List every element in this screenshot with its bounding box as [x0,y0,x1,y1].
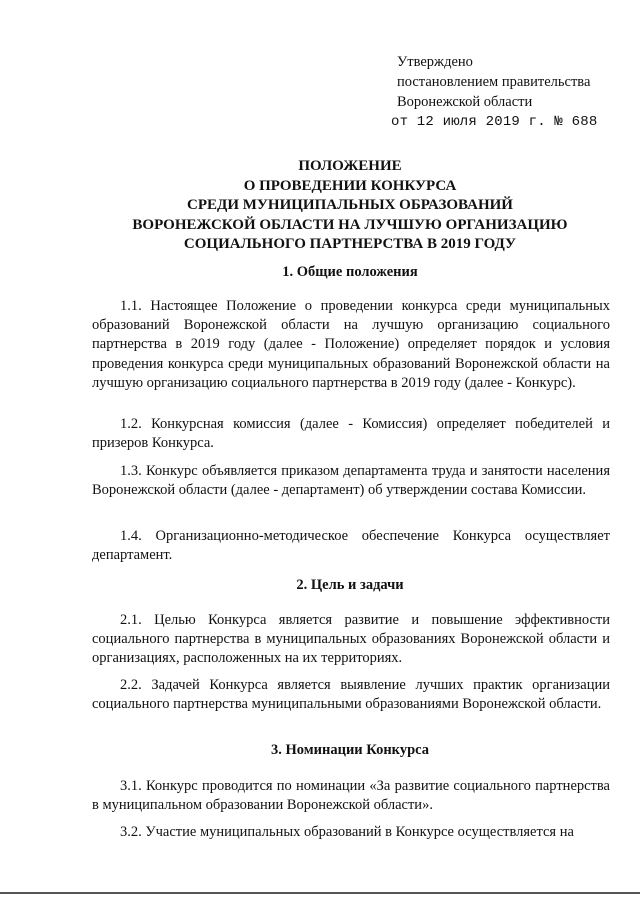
title-line-5: СОЦИАЛЬНОГО ПАРТНЕРСТВА В 2019 ГОДУ [183,236,517,252]
section-heading-general: 1. Общие положения [282,264,418,280]
section-heading-goals: 2. Цель и задачи [296,577,404,593]
paragraph-1-1: 1.1. Настоящее Положение о проведении конкурса среди муниципальных образований Воронежской области на лучшую организацию социального партнерства в 2019 году (далее - Положение) определяет порядок и условия проведения конкурса среди муниципальных образований Воронежской области на лучшую организацию социального партнерства в 2019 году (далее - Конкурс). [92,298,610,391]
paragraph-1-3: 1.3. Конкурс объявляется приказом департамента труда и занятости населения Воронежской области (далее - департамент) об утверждении состава Комиссии. [92,463,610,499]
approval-line-resolution: постановлением правительства [397,74,591,90]
paragraph-1-4: 1.4. Организационно-методическое обеспечение Конкурса осуществляет департамент. [92,528,610,564]
scan-bottom-edge [0,892,640,894]
paragraph-3-2: 3.2. Участие муниципальных образований в Конкурсе осуществляется на [120,824,574,840]
paragraph-1-2: 1.2. Конкурсная комиссия (далее - Комиссия) определяет победителей и призеров Конкурса. [92,416,610,452]
document-title [80,157,620,255]
paragraph-2-1: 2.1. Целью Конкурса является развитие и повышение эффективности социального партнерства в муниципальных образованиях Воронежской области и организациях, расположенных на их территориях. [92,612,610,667]
approval-stamp [391,52,598,132]
approval-line-region: Воронежской области [397,94,533,110]
title-line-2: О ПРОВЕДЕНИИ КОНКУРСА [243,177,457,194]
approval-line-approved: Утверждено [397,54,473,70]
section-heading-nominations: 3. Номинации Конкурса [271,742,429,758]
paragraph-3-1: 3.1. Конкурс проводится по номинации «За развитие социального партнерства в муниципальном образовании Воронежской области». [92,778,610,814]
title-line-4: ВОРОНЕЖСКОЙ ОБЛАСТИ НА ЛУЧШУЮ ОРГАНИЗАЦИЮ [132,216,568,233]
approval-line-date-number: от 12 июля 2019 г. № 688 [391,114,598,130]
paragraph-2-2: 2.2. Задачей Конкурса является выявление лучших практик организации социального партнерства муниципальными образованиями Воронежской области. [92,677,610,713]
title-line-1: ПОЛОЖЕНИЕ [298,158,402,174]
title-line-3: СРЕДИ МУНИЦИПАЛЬНЫХ ОБРАЗОВАНИЙ [187,197,513,213]
